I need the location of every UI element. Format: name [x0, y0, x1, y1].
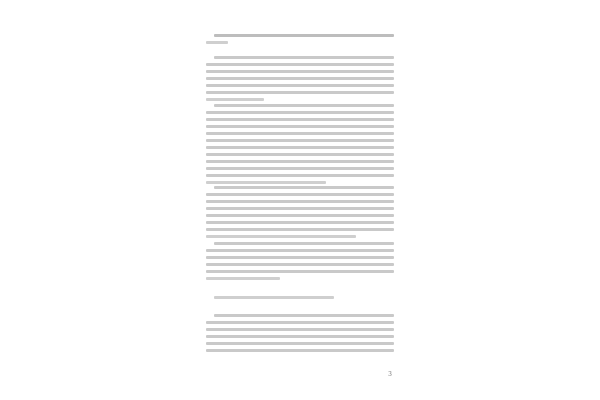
paragraph-section-heading [206, 296, 394, 303]
text-line [206, 118, 394, 121]
text-line [206, 249, 394, 252]
text-line [206, 256, 394, 259]
paragraph [206, 314, 394, 356]
text-line [214, 314, 394, 317]
text-line [206, 167, 394, 170]
text-line [206, 221, 394, 224]
paragraph [206, 242, 394, 284]
text-line [206, 263, 394, 266]
text-line [206, 228, 394, 231]
text-line [206, 235, 356, 238]
text-line [206, 139, 394, 142]
text-line [214, 242, 394, 245]
text-line [206, 70, 394, 73]
text-line [206, 200, 394, 203]
text-line [206, 153, 394, 156]
text-line [206, 193, 394, 196]
text-line [206, 41, 228, 44]
text-line [206, 91, 394, 94]
paragraph [206, 186, 394, 242]
text-line [206, 321, 394, 324]
text-line [206, 214, 394, 217]
text-line [206, 160, 394, 163]
paragraph [206, 56, 394, 105]
text-line [214, 34, 394, 37]
text-line [206, 63, 394, 66]
text-line [206, 146, 394, 149]
text-line [206, 125, 394, 128]
text-line [206, 270, 394, 273]
page-number: 3 [388, 371, 392, 378]
text-line [214, 56, 394, 59]
text-line [206, 335, 394, 338]
text-line [206, 98, 264, 101]
text-line [206, 181, 326, 184]
text-line [206, 84, 394, 87]
text-line [206, 349, 394, 352]
text-line [214, 186, 394, 189]
text-line [206, 207, 394, 210]
text-line [206, 277, 280, 280]
text-line [206, 328, 394, 331]
text-line [206, 174, 394, 177]
text-line [206, 132, 394, 135]
text-line [206, 342, 394, 345]
text-line [206, 77, 394, 80]
text-line [214, 104, 394, 107]
paragraph [206, 104, 394, 188]
text-line [214, 296, 334, 299]
text-line [206, 111, 394, 114]
paragraph-section-heading [206, 34, 394, 48]
